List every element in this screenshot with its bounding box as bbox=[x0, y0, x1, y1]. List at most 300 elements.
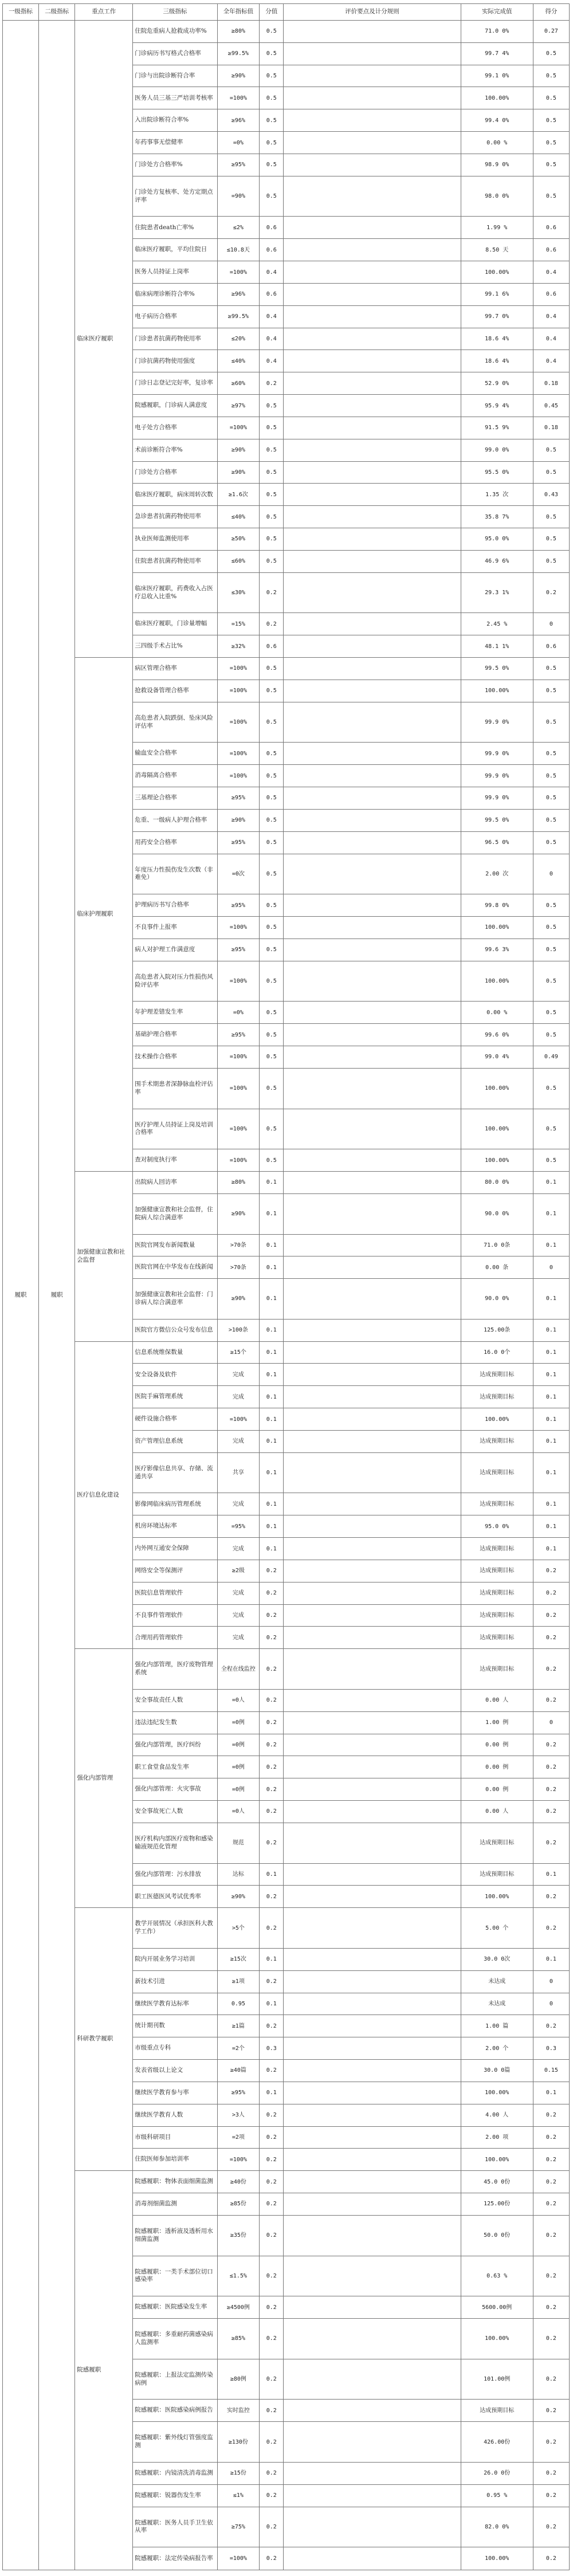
score-weight-cell: 0.1 bbox=[260, 1279, 284, 1320]
score-cell: 0.1 bbox=[533, 1386, 569, 1408]
indicator-cell: 危重、一级病人护理合格率 bbox=[133, 809, 217, 831]
rule-cell bbox=[284, 1560, 461, 1582]
indicator-cell: 医务人员持证上岗率 bbox=[133, 261, 217, 284]
target-cell: =100% bbox=[217, 1109, 260, 1149]
score-cell: 0.2 bbox=[533, 572, 569, 613]
rule-cell bbox=[284, 765, 461, 787]
actual-cell: 16.0 0个 bbox=[461, 1341, 533, 1364]
score-cell: 0 bbox=[533, 1256, 569, 1279]
score-cell: 0 bbox=[533, 854, 569, 894]
score-weight-cell: 0.5 bbox=[260, 461, 284, 484]
actual-cell: 达成预期目标 bbox=[461, 1627, 533, 1649]
score-cell: 0.43 bbox=[533, 484, 569, 506]
indicator-cell: 医院手麻管理系统 bbox=[133, 1386, 217, 1408]
indicator-cell: 院感履职：医院感染病例报告 bbox=[133, 2400, 217, 2422]
target-cell: ≥90% bbox=[217, 461, 260, 484]
actual-cell: 0.00 例 bbox=[461, 1778, 533, 1801]
score-cell: 0.1 bbox=[533, 2082, 569, 2104]
score-cell: 0.5 bbox=[533, 65, 569, 87]
target-cell: 实时监控 bbox=[217, 2400, 260, 2422]
actual-cell: 达成预期目标 bbox=[461, 1582, 533, 1604]
column-header: 重点工作 bbox=[75, 4, 133, 21]
actual-cell: 52.9 0% bbox=[461, 372, 533, 395]
rule-cell bbox=[284, 1604, 461, 1627]
target-cell: >5个 bbox=[217, 1908, 260, 1949]
indicator-cell: 院感履职：透析液及透析用水细菌监测 bbox=[133, 2215, 217, 2256]
score-cell: 0.2 bbox=[533, 1649, 569, 1690]
score-weight-cell: 0.5 bbox=[260, 1068, 284, 1109]
score-weight-cell: 0.6 bbox=[260, 239, 284, 261]
score-cell: 0.2 bbox=[533, 2422, 569, 2463]
score-weight-cell: 0.2 bbox=[260, 2462, 284, 2484]
actual-cell: 26.0 0份 bbox=[461, 2462, 533, 2484]
score-cell: 0.5 bbox=[533, 461, 569, 484]
score-cell: 0.2 bbox=[533, 1823, 569, 1863]
actual-cell: 98.0 0% bbox=[461, 176, 533, 217]
score-cell: 0.2 bbox=[533, 2104, 569, 2126]
level1-cell: 履职 bbox=[3, 21, 39, 2570]
rule-cell bbox=[284, 1538, 461, 1560]
score-cell: 0.2 bbox=[533, 1627, 569, 1649]
actual-cell: 100.00% bbox=[461, 2082, 533, 2104]
score-weight-cell: 0.5 bbox=[260, 854, 284, 894]
score-cell: 0.5 bbox=[533, 787, 569, 810]
target-cell: ≥99.5% bbox=[217, 305, 260, 328]
score-weight-cell: 0.2 bbox=[260, 1734, 284, 1756]
indicator-cell: 年药事事无偿健率 bbox=[133, 132, 217, 154]
indicator-cell: 门诊处方复核率、处方定期点评率 bbox=[133, 176, 217, 217]
rule-cell bbox=[284, 217, 461, 239]
score-weight-cell: 0.2 bbox=[260, 1604, 284, 1627]
actual-cell: 100.00% bbox=[461, 2319, 533, 2359]
score-cell: 0.1 bbox=[533, 1172, 569, 1194]
rule-cell bbox=[284, 1452, 461, 1493]
indicator-cell: 内外网互通安全保障 bbox=[133, 1538, 217, 1560]
target-cell: ≥95% bbox=[217, 787, 260, 810]
indicator-cell: 新技术引进 bbox=[133, 1970, 217, 1993]
rule-cell bbox=[284, 2319, 461, 2359]
indicator-cell: 继续医学教育参与率 bbox=[133, 2082, 217, 2104]
score-weight-cell: 0.2 bbox=[260, 572, 284, 613]
indicator-cell: 市级科研项目 bbox=[133, 2126, 217, 2149]
indicator-cell: 入出院诊断符合率% bbox=[133, 109, 217, 132]
target-cell: ≥97% bbox=[217, 395, 260, 417]
target-cell: =100% bbox=[217, 743, 260, 765]
score-weight-cell: 0.5 bbox=[260, 743, 284, 765]
indicator-cell: 用药安全合格率 bbox=[133, 831, 217, 854]
target-cell: 完成 bbox=[217, 1538, 260, 1560]
target-cell: >70条 bbox=[217, 1234, 260, 1256]
actual-cell: 1.00 篇 bbox=[461, 2015, 533, 2037]
target-cell: ≥2级 bbox=[217, 1560, 260, 1582]
rule-cell bbox=[284, 917, 461, 939]
score-weight-cell: 0.5 bbox=[260, 917, 284, 939]
indicator-cell: 强化内部管理，医疗纠纷 bbox=[133, 1734, 217, 1756]
target-cell: =100% bbox=[217, 658, 260, 680]
score-cell: 0.1 bbox=[533, 1452, 569, 1493]
actual-cell: 98.9 0% bbox=[461, 154, 533, 176]
actual-cell: 71.0 0% bbox=[461, 21, 533, 43]
actual-cell: 0.00 % bbox=[461, 1002, 533, 1024]
score-cell: 0.2 bbox=[533, 2462, 569, 2484]
indicator-cell: 住院患者death亡率% bbox=[133, 217, 217, 239]
score-cell: 0.45 bbox=[533, 395, 569, 417]
actual-cell: 0.63 % bbox=[461, 2256, 533, 2296]
target-cell: =100% bbox=[217, 87, 260, 109]
rule-cell bbox=[284, 2171, 461, 2193]
actual-cell: 101.00例 bbox=[461, 2359, 533, 2400]
indicator-cell: 临床医疗履职，药费收入占医疗总收入比重% bbox=[133, 572, 217, 613]
table-row bbox=[3, 658, 570, 680]
score-weight-cell: 0.5 bbox=[260, 176, 284, 217]
rule-cell bbox=[284, 1886, 461, 1908]
target-cell: ≥80% bbox=[217, 1172, 260, 1194]
indicator-cell: 临床医疗履职，门诊量增幅 bbox=[133, 613, 217, 635]
target-cell: ≥4500例 bbox=[217, 2296, 260, 2319]
rule-cell bbox=[284, 328, 461, 350]
actual-cell: 100.00% bbox=[461, 261, 533, 284]
actual-cell: 100.00% bbox=[461, 961, 533, 1002]
key-work-cell: 院感履职 bbox=[75, 2171, 133, 2570]
actual-cell: 99.0 0% bbox=[461, 439, 533, 461]
actual-cell: 99.7 4% bbox=[461, 42, 533, 65]
score-weight-cell: 0.2 bbox=[260, 1711, 284, 1734]
indicator-cell: 高危患者入院对压力性损伤风险评估率 bbox=[133, 961, 217, 1002]
target-cell: ≥90% bbox=[217, 439, 260, 461]
indicator-cell: 医院信息管理软件 bbox=[133, 1582, 217, 1604]
score-cell: 0.1 bbox=[533, 1341, 569, 1364]
score-weight-cell: 0.2 bbox=[260, 2319, 284, 2359]
rule-cell bbox=[284, 372, 461, 395]
score-weight-cell: 0.1 bbox=[260, 1256, 284, 1279]
score-weight-cell: 0.5 bbox=[260, 154, 284, 176]
score-cell: 0.5 bbox=[533, 1068, 569, 1109]
score-cell: 0.1 bbox=[533, 1193, 569, 1234]
target-cell: =100% bbox=[217, 680, 260, 702]
actual-cell: 1.35 次 bbox=[461, 484, 533, 506]
rule-cell bbox=[284, 1778, 461, 1801]
target-cell: =0例 bbox=[217, 1756, 260, 1778]
actual-cell: 90.0 0% bbox=[461, 1279, 533, 1320]
indicator-cell: 强化内部管理：火灾事故 bbox=[133, 1778, 217, 1801]
score-cell: 0.2 bbox=[533, 2319, 569, 2359]
actual-cell: 5.00 个 bbox=[461, 1908, 533, 1949]
score-weight-cell: 0.2 bbox=[260, 2359, 284, 2400]
score-cell: 0.1 bbox=[533, 1538, 569, 1560]
indicator-cell: 医院官方微信公众号发布信息 bbox=[133, 1319, 217, 1341]
actual-cell: 达成预期目标 bbox=[461, 1604, 533, 1627]
score-cell: 0.18 bbox=[533, 417, 569, 439]
target-cell: =100% bbox=[217, 417, 260, 439]
score-cell: 0.5 bbox=[533, 961, 569, 1002]
rule-cell bbox=[284, 461, 461, 484]
actual-cell: 0.00 人 bbox=[461, 1689, 533, 1711]
rule-cell bbox=[284, 1149, 461, 1172]
rule-cell bbox=[284, 787, 461, 810]
actual-cell: 100.00% bbox=[461, 1408, 533, 1431]
target-cell: ≥96% bbox=[217, 283, 260, 305]
target-cell: ≥80例 bbox=[217, 2359, 260, 2400]
target-cell: =100% bbox=[217, 2547, 260, 2570]
indicator-cell: 术前诊断符合率% bbox=[133, 439, 217, 461]
score-cell: 0.6 bbox=[533, 239, 569, 261]
rule-cell bbox=[284, 854, 461, 894]
score-cell: 0.5 bbox=[533, 439, 569, 461]
score-weight-cell: 0.5 bbox=[260, 87, 284, 109]
actual-cell: 99.0 4% bbox=[461, 1046, 533, 1069]
rule-cell bbox=[284, 743, 461, 765]
indicator-cell: 急诊患者抗菌药物使用率 bbox=[133, 506, 217, 528]
indicator-cell: 医疗机构内部医疗废物和感染输液规范化管理 bbox=[133, 1823, 217, 1863]
indicator-cell: 加强健康宣教和社会监督：门诊病人综合满意率 bbox=[133, 1279, 217, 1320]
indicator-cell: 住院患者抗菌药物使用率 bbox=[133, 550, 217, 572]
score-weight-cell: 0.4 bbox=[260, 305, 284, 328]
score-weight-cell: 0.5 bbox=[260, 938, 284, 961]
rule-cell bbox=[284, 635, 461, 658]
indicator-cell: 执业医师监测使用率 bbox=[133, 528, 217, 551]
indicator-cell: 门诊患者抗菌药物使用率 bbox=[133, 328, 217, 350]
actual-cell: 50.0 0份 bbox=[461, 2215, 533, 2256]
table-row bbox=[3, 1341, 570, 1364]
indicator-cell: 三基理论合格率 bbox=[133, 787, 217, 810]
score-cell: 0.5 bbox=[533, 765, 569, 787]
rule-cell bbox=[284, 154, 461, 176]
actual-cell: 80.0 0% bbox=[461, 1172, 533, 1194]
score-cell: 0.2 bbox=[533, 1734, 569, 1756]
indicator-cell: 硬件设施合格率 bbox=[133, 1408, 217, 1431]
actual-cell: 71.0 0条 bbox=[461, 1234, 533, 1256]
indicator-cell: 住院医师参加培训率 bbox=[133, 2149, 217, 2171]
target-cell: =15% bbox=[217, 613, 260, 635]
key-work-cell: 临床护理履职 bbox=[75, 658, 133, 1172]
score-weight-cell: 0.2 bbox=[260, 2400, 284, 2422]
actual-cell: 99.5 0% bbox=[461, 658, 533, 680]
indicator-cell: 安全事故责任人数 bbox=[133, 1689, 217, 1711]
indicator-cell: 网络安全等保测评 bbox=[133, 1560, 217, 1582]
score-cell: 0.5 bbox=[533, 1024, 569, 1046]
score-cell: 0 bbox=[533, 613, 569, 635]
target-cell: ≤1.5% bbox=[217, 2256, 260, 2296]
target-cell: =2项 bbox=[217, 2126, 260, 2149]
actual-cell: 30.0 0次 bbox=[461, 1948, 533, 1970]
actual-cell: 达成预期目标 bbox=[461, 1452, 533, 1493]
score-cell: 0.4 bbox=[533, 350, 569, 372]
rule-cell bbox=[284, 680, 461, 702]
score-weight-cell: 0.5 bbox=[260, 1024, 284, 1046]
target-cell: 达标 bbox=[217, 1863, 260, 1886]
indicator-cell: 门诊病历书写格式合格率 bbox=[133, 42, 217, 65]
actual-cell: 125.00份 bbox=[461, 2193, 533, 2216]
score-weight-cell: 0.2 bbox=[260, 1756, 284, 1778]
score-cell: 0.4 bbox=[533, 305, 569, 328]
target-cell: =100% bbox=[217, 1149, 260, 1172]
indicator-cell: 院感履职：锐器伤发生率 bbox=[133, 2484, 217, 2507]
score-weight-cell: 0.2 bbox=[260, 1823, 284, 1863]
actual-cell: 100.00% bbox=[461, 917, 533, 939]
score-weight-cell: 0.2 bbox=[260, 2126, 284, 2149]
indicator-cell: 输血安全合格率 bbox=[133, 743, 217, 765]
score-cell: 0.5 bbox=[533, 550, 569, 572]
target-cell: =90% bbox=[217, 176, 260, 217]
rule-cell bbox=[284, 1341, 461, 1364]
target-cell: =0例 bbox=[217, 1778, 260, 1801]
actual-cell: 达成预期目标 bbox=[461, 1560, 533, 1582]
score-weight-cell: 0.2 bbox=[260, 2104, 284, 2126]
score-cell: 0.1 bbox=[533, 1234, 569, 1256]
score-weight-cell: 0.2 bbox=[260, 1778, 284, 1801]
rule-cell bbox=[284, 1627, 461, 1649]
rule-cell bbox=[284, 809, 461, 831]
target-cell: ≤1% bbox=[217, 2484, 260, 2507]
indicator-cell: 信息系统维保数量 bbox=[133, 1341, 217, 1364]
score-cell: 0.2 bbox=[533, 2296, 569, 2319]
actual-cell: 99.6 0% bbox=[461, 1024, 533, 1046]
score-weight-cell: 0.5 bbox=[260, 109, 284, 132]
actual-cell: 95.9 4% bbox=[461, 395, 533, 417]
rule-cell bbox=[284, 938, 461, 961]
score-weight-cell: 0.2 bbox=[260, 1560, 284, 1582]
rule-cell bbox=[284, 702, 461, 743]
target-cell: =100% bbox=[217, 961, 260, 1002]
target-cell: 0.95 bbox=[217, 1993, 260, 2015]
score-cell: 0.15 bbox=[533, 2060, 569, 2082]
score-weight-cell: 0.2 bbox=[260, 1908, 284, 1949]
indicator-cell: 院感履职：法定传染病报告率 bbox=[133, 2547, 217, 2570]
score-weight-cell: 0.2 bbox=[260, 613, 284, 635]
indicator-cell: 资产管理信息系统 bbox=[133, 1430, 217, 1452]
rule-cell bbox=[284, 1430, 461, 1452]
rule-cell bbox=[284, 2037, 461, 2060]
score-weight-cell: 0.4 bbox=[260, 350, 284, 372]
rule-cell bbox=[284, 1256, 461, 1279]
indicator-cell: 临床病理诊断符合率% bbox=[133, 283, 217, 305]
actual-cell: 99.9 0% bbox=[461, 702, 533, 743]
rule-cell bbox=[284, 305, 461, 328]
actual-cell: 125.00条 bbox=[461, 1319, 533, 1341]
score-cell: 0.5 bbox=[533, 1002, 569, 1024]
rule-cell bbox=[284, 1689, 461, 1711]
target-cell: =100% bbox=[217, 1408, 260, 1431]
score-cell: 0.5 bbox=[533, 917, 569, 939]
actual-cell: 18.6 4% bbox=[461, 350, 533, 372]
score-weight-cell: 0.2 bbox=[260, 1689, 284, 1711]
indicator-cell: 医院官网在中华发布在线新闻 bbox=[133, 1256, 217, 1279]
actual-cell: 100.00% bbox=[461, 1886, 533, 1908]
actual-cell: 5600.00例 bbox=[461, 2296, 533, 2319]
rule-cell bbox=[284, 1024, 461, 1046]
rule-cell bbox=[284, 550, 461, 572]
rule-cell bbox=[284, 1386, 461, 1408]
indicator-cell: 安全事故死亡人数 bbox=[133, 1801, 217, 1823]
target-cell: ≤60% bbox=[217, 550, 260, 572]
target-cell: 完成 bbox=[217, 1493, 260, 1515]
actual-cell: 达成预期目标 bbox=[461, 1430, 533, 1452]
score-cell: 0.1 bbox=[533, 1319, 569, 1341]
actual-cell: 100.00% bbox=[461, 2547, 533, 2570]
target-cell: ≥130份 bbox=[217, 2422, 260, 2463]
indicator-cell: 影像网临床病历管理系统 bbox=[133, 1493, 217, 1515]
indicator-cell: 基础护理合格率 bbox=[133, 1024, 217, 1046]
actual-cell: 18.6 4% bbox=[461, 328, 533, 350]
indicator-cell: 电子处方合格率 bbox=[133, 417, 217, 439]
rule-cell bbox=[284, 176, 461, 217]
target-cell: ≥15份 bbox=[217, 2462, 260, 2484]
indicator-cell: 院感履职：医院感染发生率 bbox=[133, 2296, 217, 2319]
rule-cell bbox=[284, 1734, 461, 1756]
score-weight-cell: 0.1 bbox=[260, 1430, 284, 1452]
indicator-cell: 门诊日志登记完好率，复诊率 bbox=[133, 372, 217, 395]
target-cell: 完成 bbox=[217, 1364, 260, 1386]
score-weight-cell: 0.5 bbox=[260, 658, 284, 680]
score-weight-cell: 0.2 bbox=[260, 2060, 284, 2082]
actual-cell: 30.0 0篇 bbox=[461, 2060, 533, 2082]
indicator-cell: 门诊处方合格率 bbox=[133, 461, 217, 484]
rule-cell bbox=[284, 2126, 461, 2149]
rule-cell bbox=[284, 1582, 461, 1604]
score-cell: 0.2 bbox=[533, 2359, 569, 2400]
score-weight-cell: 0.5 bbox=[260, 765, 284, 787]
rule-cell bbox=[284, 1908, 461, 1949]
score-cell: 0.5 bbox=[533, 42, 569, 65]
target-cell: ≥85% bbox=[217, 2319, 260, 2359]
score-weight-cell: 0.2 bbox=[260, 1627, 284, 1649]
target-cell: ≤10.8天 bbox=[217, 239, 260, 261]
actual-cell: 2.00 个 bbox=[461, 2037, 533, 2060]
actual-cell: 82.0 0% bbox=[461, 2507, 533, 2547]
actual-cell: 4.00 人 bbox=[461, 2104, 533, 2126]
rule-cell bbox=[284, 2104, 461, 2126]
rule-cell bbox=[284, 42, 461, 65]
actual-cell: 2.00 次 bbox=[461, 854, 533, 894]
table-row bbox=[3, 1649, 570, 1690]
indicator-cell: 临床医疗履职，平均住院日 bbox=[133, 239, 217, 261]
actual-cell: 8.50 天 bbox=[461, 239, 533, 261]
score-weight-cell: 0.2 bbox=[260, 2193, 284, 2216]
key-work-cell: 加强健康宣教和社会监督 bbox=[75, 1172, 133, 1342]
score-weight-cell: 0.1 bbox=[260, 1408, 284, 1431]
score-cell: 0.2 bbox=[533, 2193, 569, 2216]
actual-cell: 0.95 % bbox=[461, 2484, 533, 2507]
rule-cell bbox=[284, 2193, 461, 2216]
score-weight-cell: 0.5 bbox=[260, 1149, 284, 1172]
rule-cell bbox=[284, 65, 461, 87]
score-cell: 0 bbox=[533, 1711, 569, 1734]
target-cell: =95% bbox=[217, 1515, 260, 1538]
actual-cell: 99.1 6% bbox=[461, 283, 533, 305]
target-cell: ≥90% bbox=[217, 1279, 260, 1320]
rule-cell bbox=[284, 1711, 461, 1734]
indicator-cell: 合理用药管理软件 bbox=[133, 1627, 217, 1649]
rule-cell bbox=[284, 613, 461, 635]
score-cell: 0.5 bbox=[533, 154, 569, 176]
target-cell: =0% bbox=[217, 1002, 260, 1024]
target-cell: ≥90% bbox=[217, 1886, 260, 1908]
indicator-cell: 市级重点专科 bbox=[133, 2037, 217, 2060]
score-weight-cell: 0.5 bbox=[260, 1046, 284, 1069]
actual-cell: 99.9 0% bbox=[461, 765, 533, 787]
target-cell: ≤2% bbox=[217, 217, 260, 239]
score-cell: 0.5 bbox=[533, 809, 569, 831]
score-cell: 0.5 bbox=[533, 938, 569, 961]
score-cell: 0.1 bbox=[533, 1279, 569, 1320]
score-cell: 0.2 bbox=[533, 2215, 569, 2256]
score-cell: 0.2 bbox=[533, 1801, 569, 1823]
rule-cell bbox=[284, 2060, 461, 2082]
actual-cell: 99.8 0% bbox=[461, 894, 533, 917]
indicator-cell: 违法违纪发生数 bbox=[133, 1711, 217, 1734]
indicator-cell: 继续医学教育达标率 bbox=[133, 1993, 217, 2015]
actual-cell: 95.0 0% bbox=[461, 1515, 533, 1538]
